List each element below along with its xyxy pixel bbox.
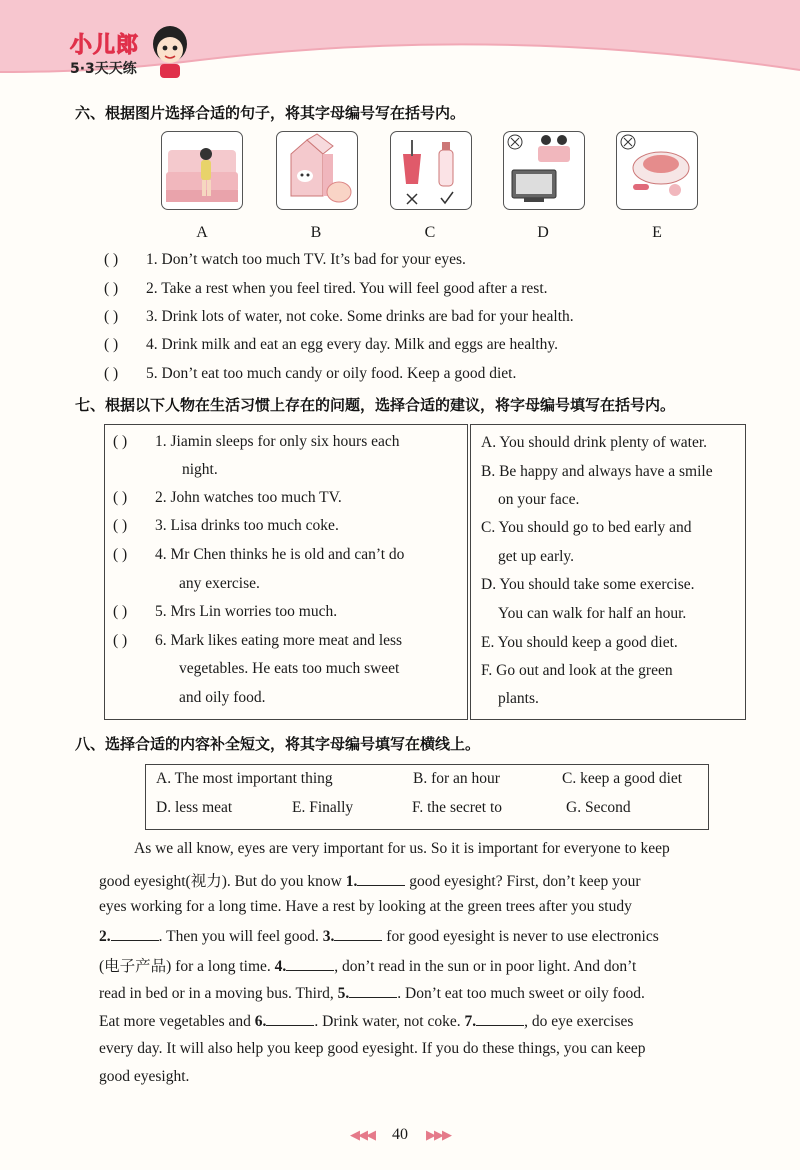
problem-item-cont: vegetables. He eats too much sweet [179,660,400,677]
brand-subtitle: 5·3天天练 [70,61,137,77]
passage-line: 2. . Then you will feel good. 3. for good eyesight is never to use electronics [99,928,659,945]
problem-item: ( ) 3. Lisa drinks too much coke. [113,517,339,534]
tv-icon [504,132,584,209]
blank-number: 2. [99,928,111,945]
picture-e-food [616,131,698,210]
item-text: 5. Don’t eat too much candy or oily food. Keep a good diet. [146,365,517,382]
option-item: C. keep a good diet [562,770,683,787]
suggestion-item-cont: get up early. [498,548,575,565]
problem-item: ( ) 4. Mr Chen thinks he is old and can’t do [113,546,405,563]
suggestion-item: F. Go out and look at the green [481,662,673,679]
option-item: D. less meat [156,799,233,816]
option-item: A. The most important thing [156,770,333,787]
brand-logo: 小儿郎 [70,33,140,58]
blank-number: 7. [464,1013,477,1030]
item-text: 1. Don’t watch too much TV. It’s bad for your eyes. [146,251,466,268]
passage-line: (电子产品) for a long time. 4. , don’t read in the sun or in poor light. And don’t [99,958,637,975]
milk-egg-icon [277,132,357,209]
problem-item: ( ) 1. Jiamin sleeps for only six hours each [113,433,400,450]
answer-blank[interactable] [357,871,405,886]
picture-label: A [196,224,208,241]
page-footer [0,1126,800,1144]
blank-number: 3. [322,928,335,945]
passage-line: read in bed or in a moving bus. Third, 5. . Don’t eat too much sweet or oily food. [99,985,645,1002]
drinks-icon [391,132,471,209]
passage-line: good eyesight(视力). But do you know 1. good eyesight? First, don’t keep your [99,873,641,890]
picture-a-sofa [161,131,243,210]
blank-number: 1. [345,873,358,890]
picture-label: B [310,224,322,241]
picture-d-tv [503,131,585,210]
option-item: G. Second [566,799,631,816]
answer-blank[interactable] [334,926,382,941]
suggestion-item: B. Be happy and always have a smile [481,463,713,480]
item-text: 3. Drink lots of water, not coke. Some drinks are bad for your health. [146,308,574,325]
answer-blank[interactable] [476,1011,524,1026]
list-item [104,308,574,326]
suggestion-item-cont: plants. [498,690,539,707]
passage-line: every day. It will also help you keep good eyesight. If you do these things, you can keep [99,1040,646,1057]
section-7-title: 七、根据以下人物在生活习惯上存在的问题，选择合适的建议，将字母编号填写在括号内。 [75,396,676,414]
option-item: B. for an hour [413,770,500,787]
suggestion-item-cont: on your face. [498,491,580,508]
blank-number: 6. [254,1013,267,1030]
suggestion-item: A. You should drink plenty of water. [481,434,708,451]
problem-item: ( ) 6. Mark likes eating more meat and less [113,632,403,649]
blank-number: 4. [274,958,287,975]
problem-item: ( ) 2. John watches too much TV. [113,489,342,506]
section-6-title: 六、根据图片选择合适的句子，将其字母编号写在括号内。 [75,104,466,122]
picture-label: C [424,224,436,241]
answer-blank[interactable] [286,956,334,971]
answer-bracket[interactable]: ( ) [104,336,119,353]
answer-bracket[interactable]: ( ) [113,433,128,450]
answer-bracket[interactable]: ( ) [113,489,128,506]
list-item [104,280,548,298]
answer-bracket[interactable]: ( ) [113,632,128,649]
left-arrows-icon: ◀◀◀ [350,1127,374,1142]
right-arrows-icon: ▶▶▶ [426,1127,450,1142]
sofa-icon [162,132,242,209]
picture-label: E [652,224,662,241]
food-icon [617,132,697,209]
answer-bracket[interactable]: ( ) [113,517,128,534]
answer-bracket[interactable]: ( ) [113,603,128,620]
list-item [104,251,466,269]
suggestion-item-cont: You can walk for half an hour. [498,605,687,622]
suggestion-item: C. You should go to bed early and [481,519,692,536]
page-number: 40 [392,1126,408,1143]
problem-item-cont: and oily food. [179,689,266,706]
passage-line: good eyesight. [99,1068,190,1085]
answer-bracket[interactable]: ( ) [104,365,119,382]
problem-item-cont: night. [182,461,218,478]
option-item: F. the secret to [412,799,503,816]
list-item [104,365,516,383]
option-item: E. Finally [292,799,354,816]
answer-blank[interactable] [111,926,159,941]
passage-line: As we all know, eyes are very important for us. So it is important for everyone to keep [134,840,670,857]
list-item [104,336,558,354]
blank-number: 5. [337,985,350,1002]
answer-bracket[interactable]: ( ) [104,251,119,268]
answer-bracket[interactable]: ( ) [104,280,119,297]
picture-label: D [537,224,549,241]
answer-bracket[interactable]: ( ) [113,546,128,563]
item-text: 4. Drink milk and eat an egg every day. Milk and eggs are healthy. [146,336,559,353]
problem-item: ( ) 5. Mrs Lin worries too much. [113,603,338,620]
problem-item-cont: any exercise. [179,575,260,592]
picture-b-milk-egg [276,131,358,210]
answer-bracket[interactable]: ( ) [104,308,119,325]
item-text: 2. Take a rest when you feel tired. You will feel good after a rest. [146,280,548,297]
picture-c-drinks [390,131,472,210]
suggestion-item: E. You should keep a good diet. [481,634,678,651]
page-header [0,0,800,88]
suggestion-item: D. You should take some exercise. [481,576,695,593]
passage-line: eyes working for a long time. Have a rest by looking at the green trees after you study [99,898,632,915]
answer-blank[interactable] [349,983,397,998]
passage-line: Eat more vegetables and 6. . Drink water, not coke. 7. , do eye exercises [99,1013,634,1030]
answer-blank[interactable] [266,1011,314,1026]
mascot-icon [148,22,192,80]
section-8-title: 八、选择合适的内容补全短文，将其字母编号填写在横线上。 [75,735,481,753]
